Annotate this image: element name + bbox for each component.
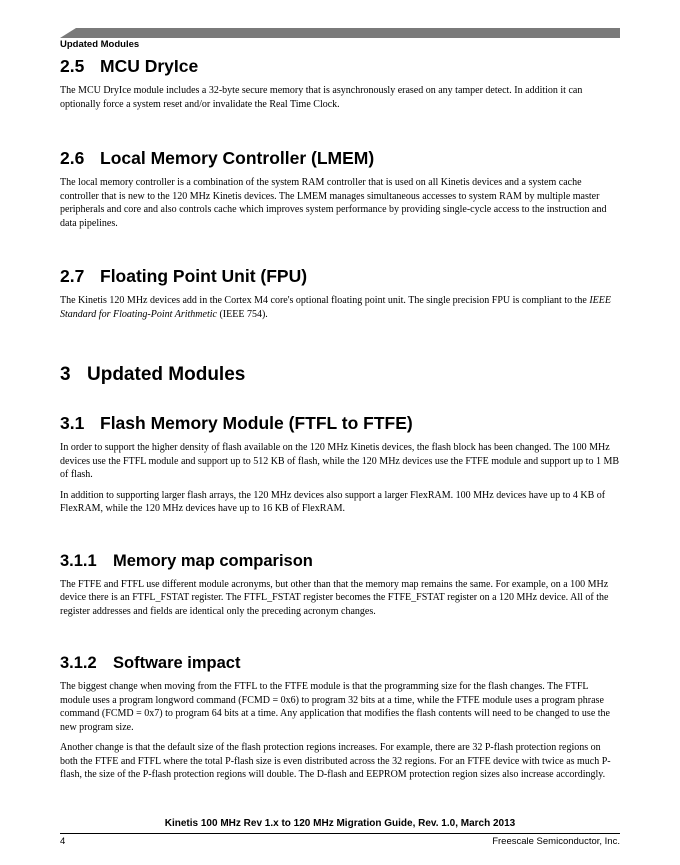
section-title: Flash Memory Module (FTFL to FTFE) xyxy=(100,413,413,433)
page-content xyxy=(60,56,620,782)
heading-2-7 xyxy=(60,266,620,287)
section-number: 3 xyxy=(60,364,71,385)
paragraph-flash-1: In order to support the higher density of flash available on the 120 MHz Kinetis devices, the flash block has been changed. The 100 MHz devices use the FTFL module and support up to 512 KB of flash, while the 120 MHz devices use the FTFE module and support up to 1 MB of flash. xyxy=(60,442,620,480)
heading-3-1 xyxy=(60,413,620,434)
paragraph-software-1: The biggest change when moving from the FTFL to the FTFE module is that the programming size for the flash changes. The FTFL module uses a program longword command (FCMD = 0x6) to program 32 bits at a time, while the FTFE module uses a program phrase command (FCMD = 0x7) to program 64 bits at a time. Any application that modifies the flash contents will need to be changed to use the new program size. xyxy=(60,681,610,733)
section-title: MCU DryIce xyxy=(100,56,199,76)
heading-2-5 xyxy=(60,56,620,77)
fpu-text-start: The Kinetis 120 MHz devices add in the Cortex M4 core's optional floating point unit. The single precision FPU is compliant to the xyxy=(60,295,590,306)
ieee-standard-title: IEEE Standard for Floating-Point Arithmetic xyxy=(60,295,611,320)
section-number: 3.1 xyxy=(60,413,85,433)
paragraph-lmem: The local memory controller is a combination of the system RAM controller that is used on all Kinetis devices and a system cache controller that is new to the 120 MHz Kinetis devices. The LMEM manages simultaneous accesses to system RAM by multiple master peripherals and core and also controls cache which improves system performance by providing single-cycle access to the instruction and data pipelines. xyxy=(60,177,607,229)
section-number: 3.1.1 xyxy=(60,551,97,570)
section-title: Updated Modules xyxy=(87,364,246,385)
heading-3 xyxy=(60,364,620,386)
section-title: Local Memory Controller (LMEM) xyxy=(100,148,375,168)
paragraph-memory-map: The FTFE and FTFL use different module acronyms, but other than that the memory map remains the same. For example, on a 100 MHz device there is an FTFL_FSTAT register. The FTFL_FSTAT register becomes the FTFE_FSTAT register on a 120 MHz device. All of the register addresses and fields are identical only the preceding acronym changes. xyxy=(60,578,609,617)
section-title: Floating Point Unit (FPU) xyxy=(100,266,308,286)
paragraph-software-2: Another change is that the default size of the flash protection regions increases. For example, there are 32 P-flash protection regions on both the FTFE and FTFL where the total P-flash size is even distributed across the 32 regions. For an FTFE device with twice as much P-flash, the size of the P-flash protection regions will double. The D-flash and EEPROM protection region sizes also increase accordingly. xyxy=(60,742,611,780)
header-bar xyxy=(60,28,620,38)
paragraph-dryice: The MCU DryIce module includes a 32-byte secure memory that is asynchronously erased on any tamper detect. In addition it can optionally force a system reset and/or invalidate the Real Time Clock. xyxy=(60,85,583,110)
footer-document-title: Kinetis 100 MHz Rev 1.x to 120 MHz Migration Guide, Rev. 1.0, March 2013 xyxy=(164,818,516,829)
section-number: 2.6 xyxy=(60,148,85,168)
section-number: 3.1.2 xyxy=(60,654,97,672)
paragraph-flash-2: In addition to supporting larger flash arrays, the 120 MHz devices also support a larger FlexRAM. 100 MHz devices have up to 4 KB of FlexRAM, while the 120 MHz devices have up to 16 KB of FlexRAM. xyxy=(60,489,606,514)
paragraph-fpu xyxy=(60,294,620,321)
heading-3-1-1 xyxy=(60,552,620,571)
footer-company: Freescale Semiconductor, Inc. xyxy=(492,836,620,847)
section-number: 2.7 xyxy=(60,266,85,286)
fpu-text-end: (IEEE 754). xyxy=(216,308,268,320)
page-number: 4 xyxy=(60,836,66,847)
running-header: Updated Modules xyxy=(60,39,140,50)
section-title: Software impact xyxy=(113,654,241,672)
heading-3-1-2 xyxy=(60,654,620,673)
footer-divider xyxy=(60,833,620,834)
heading-2-6 xyxy=(60,148,620,169)
section-number: 2.5 xyxy=(60,56,85,76)
section-title: Memory map comparison xyxy=(113,551,313,570)
